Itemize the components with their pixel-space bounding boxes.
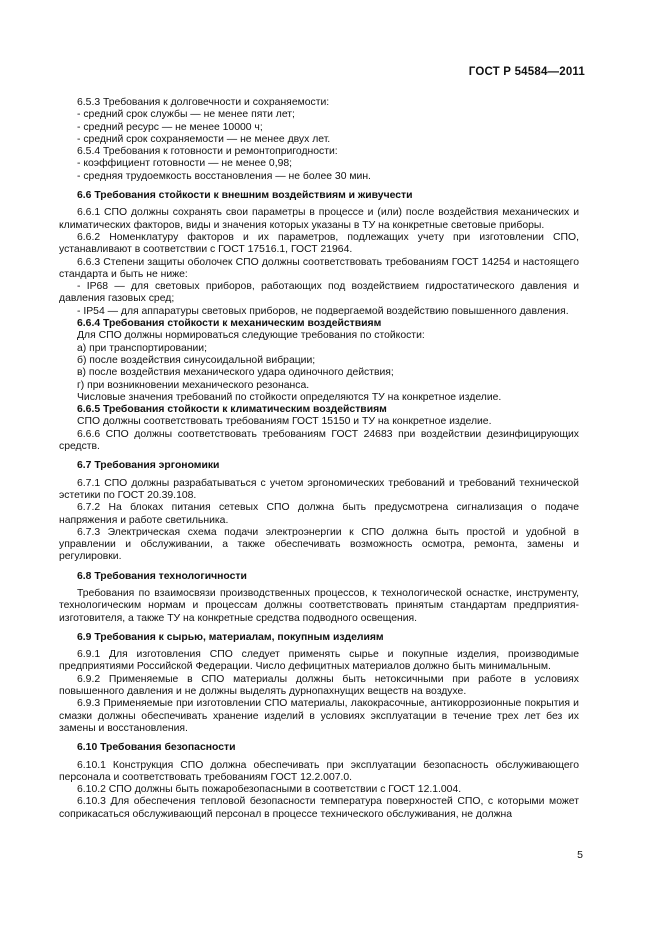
paragraph: Числовые значения требований по стойкости определяются ТУ на конкретное изделие. — [77, 391, 502, 403]
document-body — [59, 97, 579, 821]
list-item: - средний ресурс — не менее 10000 ч; — [77, 121, 263, 133]
paragraph: 6.6.3 Степени защиты оболочек СПО должны соответствовать требованиям ГОСТ 14254 и настоящего стандарта и быть не ниже: — [59, 256, 579, 280]
list-item: - средняя трудоемкость восстановления — не более 30 мин. — [77, 170, 371, 182]
section-heading: 6.9 Требования к сырью, материалам, покупным изделиям — [77, 631, 384, 643]
list-item: в) после воздействия механического удара одиночного действия; — [77, 367, 394, 379]
paragraph: 6.7.2 На блоках питания сетевых СПО должна быть предусмотрена сигнализация о подаче напряжения и работе светильника. — [59, 502, 579, 526]
paragraph: Требования по взаимосвязи производственных процессов, к технологической оснастке, инструменту, технологическим нормам и процессам должны соответствовать принятым стандартам предприятия-изготовителя, а также ТУ на конкретные средства подводного освещения. — [59, 587, 579, 624]
paragraph: 6.6.2 Номенклатуру факторов и их параметров, подлежащих учету при изготовлении СПО, устанавливают в соответствии с ГОСТ 17516.1, ГОСТ 21964. — [59, 231, 579, 256]
list-item: - средний срок службы — не менее пяти лет; — [77, 109, 295, 121]
paragraph: 6.5.3 Требования к долговечности и сохраняемости: — [77, 97, 330, 108]
paragraph: 6.7.1 СПО должны разрабатываться с учетом эргономических требований и требований технической эстетики по ГОСТ 20.39.108. — [59, 477, 579, 501]
paragraph: Для СПО должны нормироваться следующие требования по стойкости: — [77, 330, 425, 342]
subsection-heading: 6.6.5 Требования стойкости к климатическим воздействиям — [77, 404, 387, 416]
standard-header: ГОСТ Р 54584—2011 — [468, 66, 585, 78]
paragraph: 6.9.3 Применяемые при изготовлении СПО материалы, лакокрасочные, антикоррозионные покрытия и смазки должны обеспечивать хранение изделий в условиях эксплуатации в течение трех лет без их замены и восстановления. — [59, 698, 579, 734]
section-heading: 6.8 Требования технологичности — [77, 570, 247, 582]
list-item: - средний срок сохраняемости — не менее двух лет. — [77, 133, 331, 145]
subsection-heading: 6.6.4 Требования стойкости к механическим воздействиям — [77, 318, 382, 330]
list-item: - IP54 — для аппаратуры световых приборов, не подвергаемой воздействию повышенного давления. — [77, 305, 569, 317]
list-item: а) при транспортировании; — [77, 342, 207, 354]
list-item: - IP68 — для световых приборов, работающих под воздействием гидростатического давления и давления газовых сред; — [59, 281, 579, 305]
paragraph: 6.10.1 Конструкция СПО должна обеспечивать при эксплуатации безопасность обслуживающего персонала и соответствовать требованиям ГОСТ 12.2.007.0. — [59, 759, 579, 783]
paragraph: 6.9.2 Применяемые в СПО материалы должны быть нетоксичными при работе в условиях повышенного давления и не должны выделять дурнопахнущих веществ на воздухе. — [59, 673, 579, 698]
paragraph: 6.7.3 Электрическая схема подачи электроэнергии к СПО должна быть простой и удобной в управлении и обслуживании, а также обеспечивать возможность осмотра, ремонта, замены и регулировки. — [59, 526, 579, 563]
paragraph: СПО должны соответствовать требованиям ГОСТ 15150 и ТУ на конкретное изделие. — [77, 416, 492, 428]
section-heading: 6.10 Требования безопасности — [77, 742, 236, 754]
page-number: 5 — [577, 849, 583, 861]
paragraph: 6.10.2 СПО должны быть пожаробезопасными в соответствии с ГОСТ 12.1.004. — [77, 784, 462, 796]
section-heading: 6.6 Требования стойкости к внешним воздействиям и живучести — [77, 190, 413, 202]
list-item: - коэффициент готовности — не менее 0,98; — [77, 158, 293, 170]
section-heading: 6.7 Требования эргономики — [77, 460, 220, 472]
paragraph: 6.6.1 СПО должны сохранять свои параметры в процессе и (или) после воздействия механических и климатических факторов, виды и значения которых указаны в ТУ на конкретные световые приборы. — [59, 207, 579, 231]
paragraph: 6.10.3 Для обеспечения тепловой безопасности температура поверхностей СПО, с которыми может соприкасаться обслуживающий персонал в процессе технического обслуживания, не должна — [59, 796, 579, 820]
list-item: б) после воздействия синусоидальной вибрации; — [77, 354, 316, 366]
list-item: г) при возникновении механического резонанса. — [77, 379, 310, 391]
paragraph: 6.9.1 Для изготовления СПО следует применять сырье и покупные изделия, производимые предприятиями Российской Федерации. Число дефицитных материалов должно быть минимальным. — [59, 649, 579, 673]
paragraph: 6.5.4 Требования к готовности и ремонтопригодности: — [77, 146, 338, 158]
paragraph: 6.6.6 СПО должны соответствовать требованиям ГОСТ 24683 при воздействии дезинфицирующих средств. — [59, 428, 579, 453]
